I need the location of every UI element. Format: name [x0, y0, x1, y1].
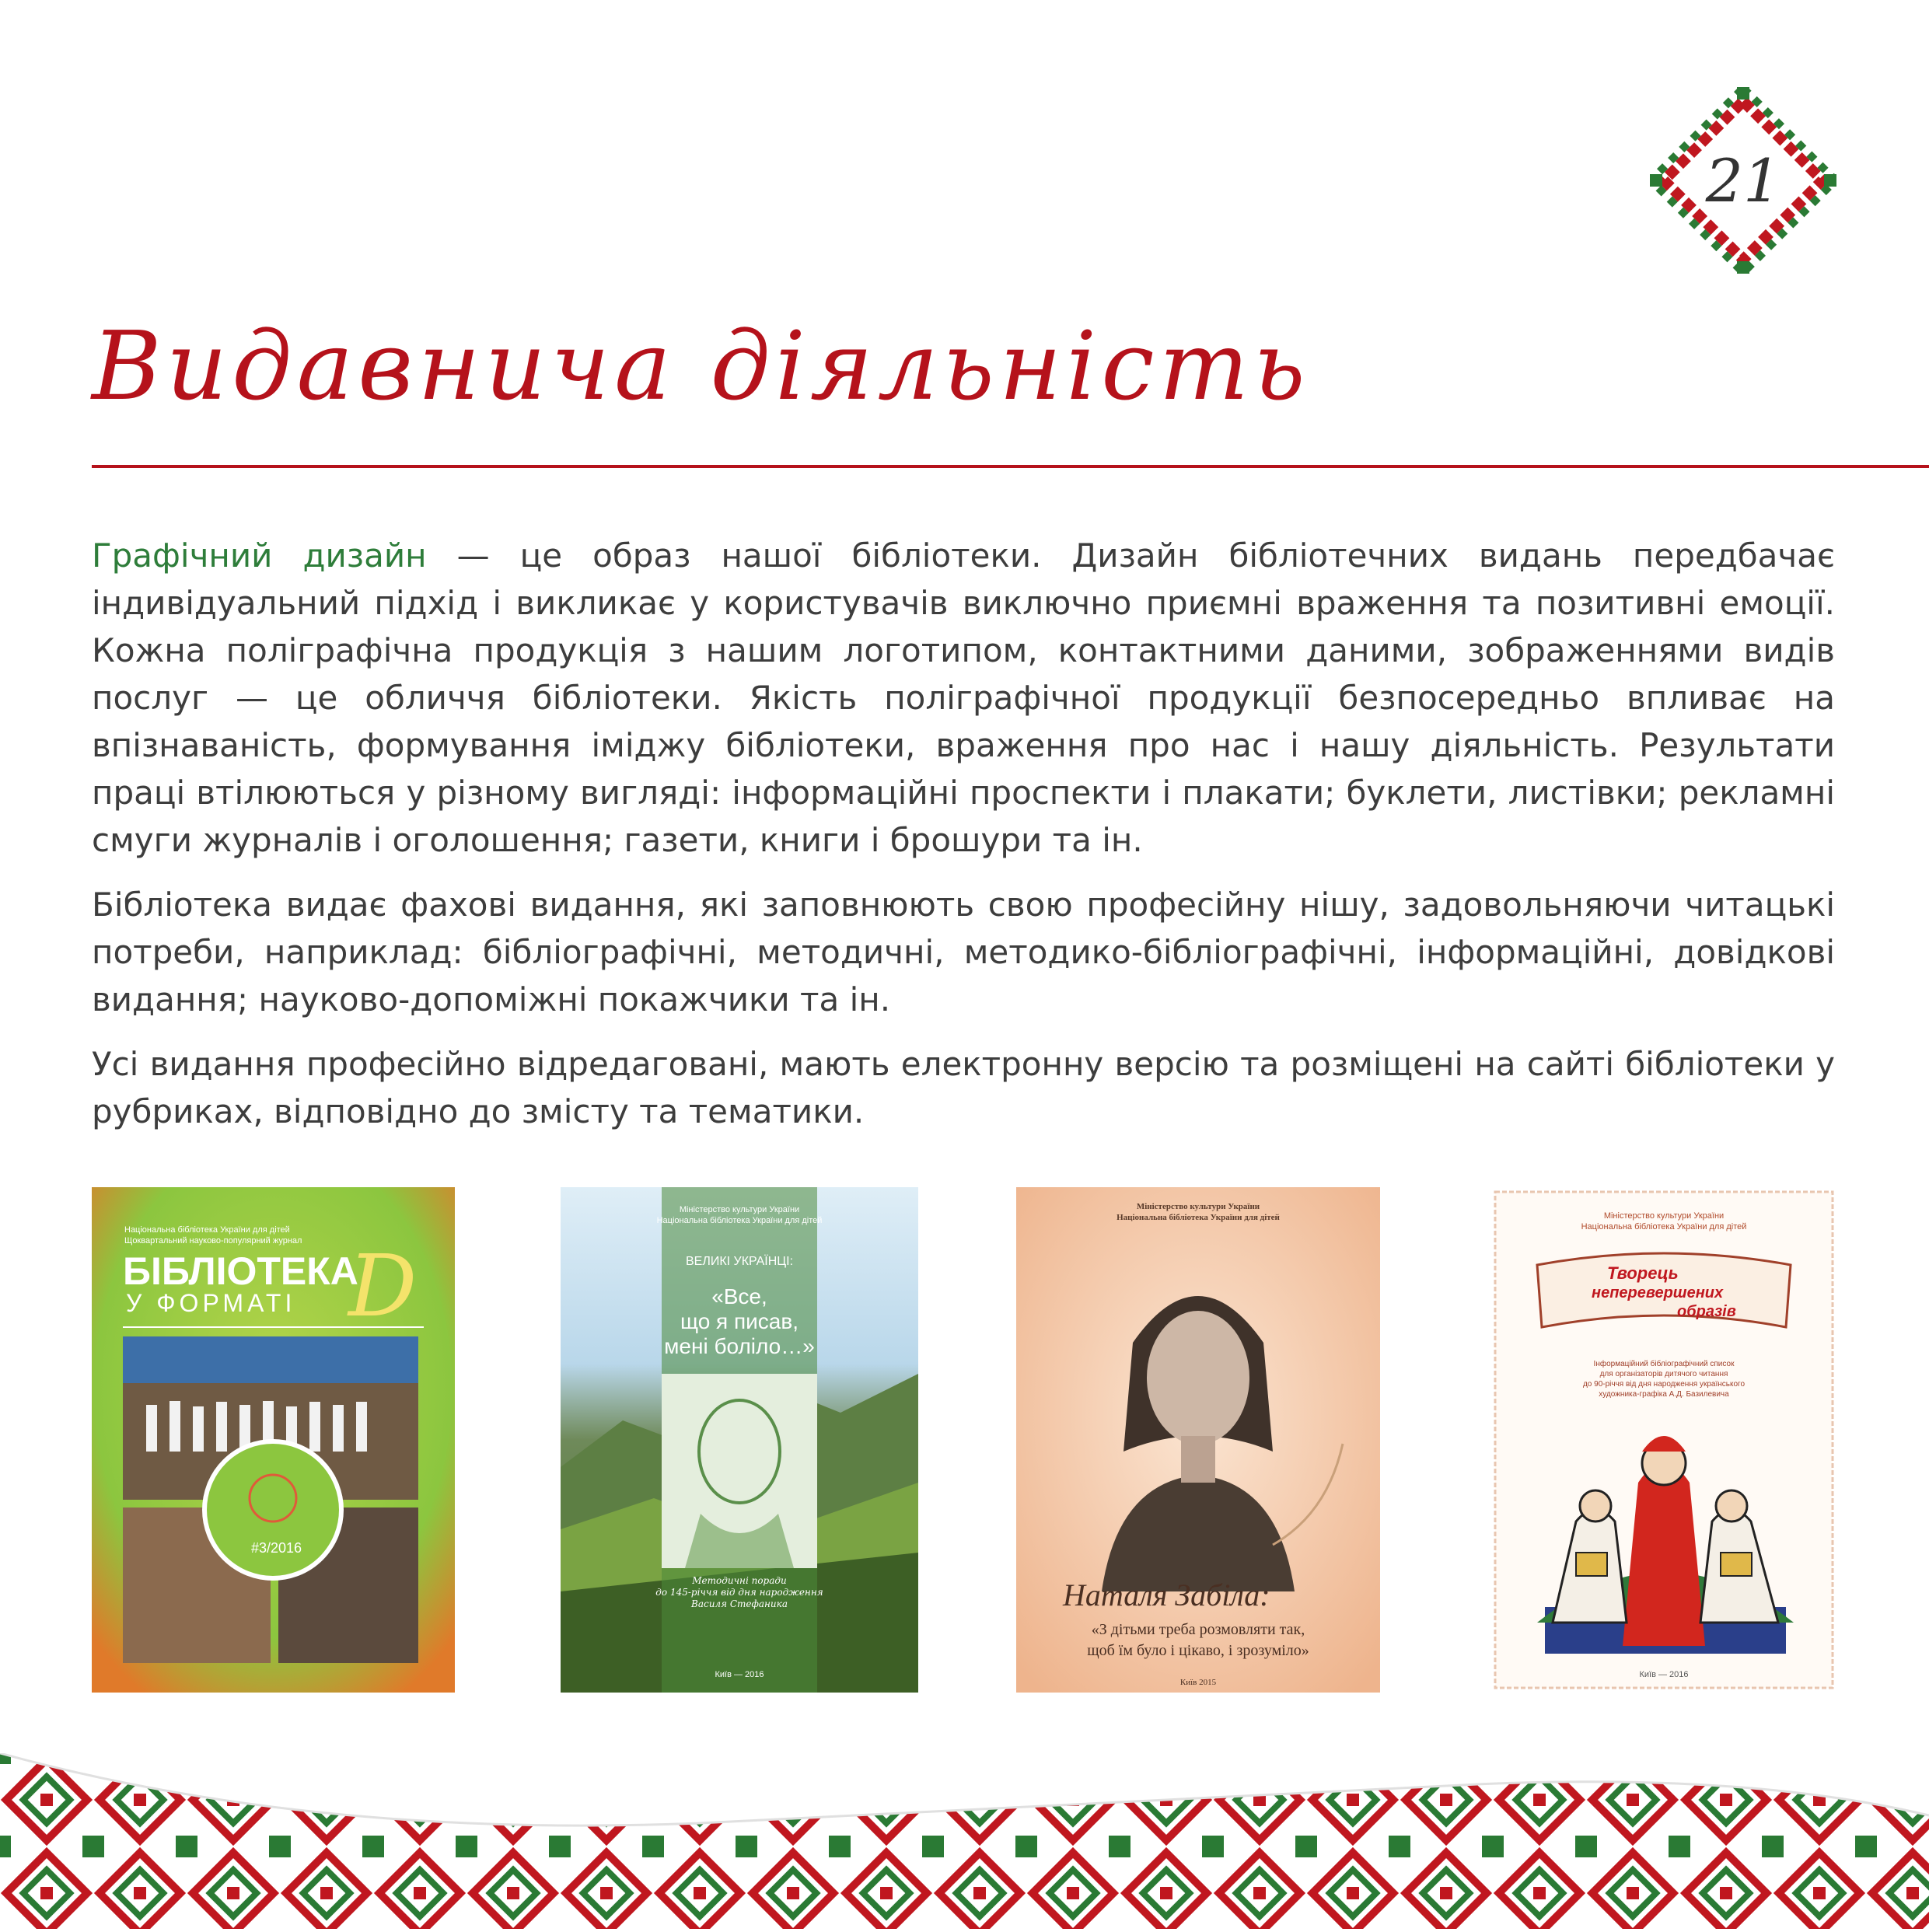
cover1-issue: #3/2016 — [251, 1540, 302, 1556]
cover4-city: Київ — 2016 — [1639, 1670, 1689, 1679]
cover2-series: ВЕЛИКІ УКРАЇНЦІ: — [685, 1255, 794, 1268]
paragraph-1 — [92, 532, 1835, 864]
cover1-title: БІБЛІОТЕКА — [123, 1249, 358, 1293]
cover3-ministry: Міністерство культури України — [1136, 1202, 1260, 1211]
cover-library-magazine — [92, 1187, 455, 1693]
cover4-desc-3: до 90-річчя від дня народження українського — [1582, 1380, 1746, 1389]
cover4-title-2: неперевершених — [1592, 1284, 1724, 1301]
cover1-d-logo: D — [348, 1236, 418, 1336]
cover2-quote-3: мені боліло…» — [664, 1334, 815, 1358]
cover-natalia-zabila — [1016, 1187, 1380, 1693]
cover2-note-3: Василя Стефаника — [691, 1598, 788, 1609]
cover2-note-2: до 145-річчя від дня народження — [655, 1587, 823, 1598]
cover2-library: Національна бібліотека України для дітей — [656, 1216, 823, 1225]
highlighted-term: Графічний дизайн — [92, 536, 427, 575]
cover1-badge — [204, 1441, 341, 1578]
cover1-header: Національна бібліотека України для дітей — [124, 1225, 290, 1235]
embroidery-footer — [0, 1753, 1929, 1929]
cover2-city: Київ — 2016 — [715, 1670, 764, 1679]
title-divider — [92, 465, 1929, 468]
cover3-signature: Наталя Забіла: — [1063, 1577, 1270, 1612]
cover1-subheader: Щоквартальний науково-популярний журнал — [124, 1236, 302, 1245]
cover4-library: Національна бібліотека України для дітей — [1581, 1222, 1747, 1232]
cover3-quote-1: «З дітьми треба розмовляти так, — [1091, 1621, 1305, 1638]
cover1-subtitle: У ФОРМАТІ — [126, 1289, 296, 1317]
paragraph-3: Усі видання професійно відредаговані, мають електронну версію та розміщені на сайті бібліотеки у рубриках, відповідно до змісту та тематики. — [92, 1045, 1835, 1130]
cover-great-ukrainians — [561, 1187, 918, 1693]
page-number: 21 — [1705, 145, 1781, 215]
cover4-desc-4: художника-графіка А.Д. Базилевича — [1599, 1390, 1729, 1399]
cover4-desc-1: Інформаційний бібліографічний список — [1593, 1360, 1735, 1368]
cover4-ministry: Міністерство культури України — [1603, 1211, 1725, 1221]
article-body — [92, 532, 1835, 1152]
cover3-city: Київ 2015 — [1179, 1678, 1217, 1687]
cover3-quote-2: щоб їм було і цікаво, і зрозуміло» — [1087, 1642, 1309, 1659]
publication-covers — [0, 1187, 1929, 1693]
cover3-library: Національна бібліотека України для дітей — [1117, 1213, 1280, 1222]
cover4-title-1: Творець — [1607, 1263, 1679, 1283]
cover2-ministry: Міністерство культури України — [679, 1205, 800, 1214]
paragraph-2: Бібліотека видає фахові видання, які заповнюють свою професійну нішу, задовольняючи читацькі потреби, наприклад: бібліографічні, методичні, методико-бібліографічні, інформаційні, довідкові видання; науково-допоміжні покажчики та ін. — [92, 886, 1835, 1018]
cover4-title-3: образів — [1677, 1303, 1736, 1320]
page-number-emblem — [1650, 87, 1836, 274]
cover2-note-1: Методичні поради — [692, 1575, 787, 1586]
cover2-quote-1: «Все, — [711, 1284, 767, 1308]
cover4-desc-2: для організаторів дитячого читання — [1599, 1370, 1728, 1378]
cover-creator-images — [1490, 1187, 1837, 1693]
paragraph-1-text: — це образ нашої бібліотеки. Дизайн бібліотечних видань передбачає індивідуальний підхід і викликає у користувачів виключно приємні враження та позитивні емоції. Кожна поліграфічна продукція з нашим логотипом, контактними даними, зображеннями видів послуг — це обличчя бібліотеки. Якість поліграфічної продукції безпосередньо впливає на впізнаваність, формування іміджу бібліотеки, враження про нас і нашу діяльність. Результати праці втілюються у різному вигляді: інформаційні проспекти і плакати; буклети, листівки; рекламні смуги журналів і оголошення; газети, книги і брошури та ін. — [92, 536, 1836, 859]
cover2-quote-2: що я писав, — [680, 1309, 799, 1333]
page-title: Видавнича діяльність — [92, 311, 1310, 421]
